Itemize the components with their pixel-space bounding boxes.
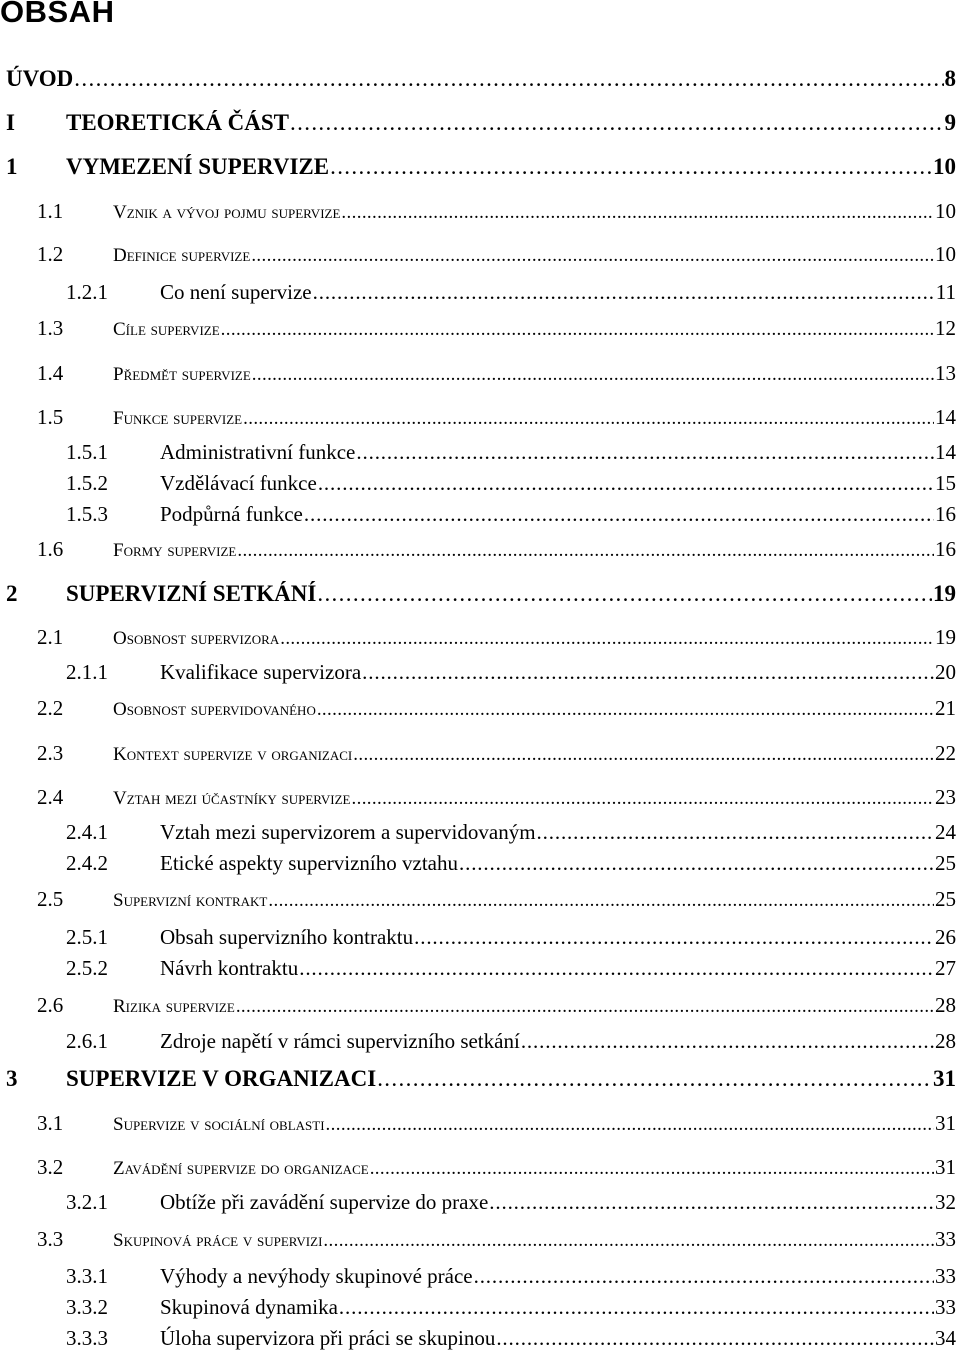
toc-entry-title: Supervizní kontrakt	[113, 890, 268, 911]
toc-entry-page: 14	[935, 440, 956, 464]
toc-entry-page: 31	[933, 1066, 956, 1091]
dot-leader	[317, 581, 932, 607]
toc-entry-page: 22	[935, 741, 956, 765]
dot-leader	[474, 1264, 934, 1289]
dot-leader	[290, 110, 943, 136]
toc-entry[interactable]	[0, 66, 956, 96]
toc-entry[interactable]	[0, 471, 956, 501]
dot-leader	[317, 699, 934, 721]
toc-entry-title: Kvalifikace supervizora	[160, 660, 362, 684]
toc-entry-number: 2.4.1	[66, 820, 108, 844]
dot-leader	[304, 502, 934, 527]
toc-entry-title: Výhody a nevýhody skupinové práce	[160, 1264, 473, 1288]
toc-entry-title: Cíle supervize	[113, 319, 220, 340]
dot-leader	[356, 440, 934, 465]
toc-entry-title: ÚVOD	[6, 66, 74, 91]
toc-entry[interactable]	[0, 925, 956, 955]
toc-entry-title: Co není supervize	[160, 280, 312, 304]
toc-entry-number: 2.2	[37, 696, 64, 720]
toc-entry[interactable]	[0, 242, 956, 272]
toc-entry-title: Vzdělávací funkce	[160, 471, 317, 495]
toc-entry[interactable]	[0, 993, 956, 1023]
toc-entry[interactable]	[0, 785, 956, 815]
toc-entry-page: 16	[935, 537, 956, 561]
toc-entry-title: Etické aspekty supervizního vztahu	[160, 851, 458, 875]
toc-entry-title: Úloha supervizora při práci se skupinou	[160, 1326, 496, 1350]
dot-leader	[377, 1066, 932, 1092]
toc-entry-title: Předmět supervize	[113, 364, 251, 385]
toc-entry-page: 9	[944, 110, 956, 135]
toc-entry[interactable]	[0, 537, 956, 567]
toc-entry-number: 2.5.1	[66, 925, 108, 949]
dot-leader	[537, 820, 934, 845]
toc-entry-title: TEORETICKÁ ČÁST	[66, 110, 290, 135]
toc-entry-title: SUPERVIZNÍ SETKÁNÍ	[66, 581, 317, 606]
toc-entry-page: 34	[935, 1326, 956, 1350]
toc-entry-number: 3	[6, 1066, 18, 1091]
toc-entry-page: 12	[935, 316, 956, 340]
toc-entry-title: Obsah supervizního kontraktu	[160, 925, 414, 949]
toc-entry-page: 32	[935, 1190, 956, 1214]
toc-entry-number: 2	[6, 581, 18, 606]
toc-entry-title: Obtíže při zavádění supervize do praxe	[160, 1190, 489, 1214]
toc-entry[interactable]	[0, 696, 956, 726]
toc-entry-page: 11	[935, 280, 956, 304]
toc-entry[interactable]	[0, 1227, 956, 1257]
toc-entry-title: Návrh kontraktu	[160, 956, 299, 980]
dot-leader	[341, 202, 934, 224]
toc-entry[interactable]	[0, 1111, 956, 1141]
toc-entry-number: 1.6	[37, 537, 64, 561]
toc-entry-title: SUPERVIZE V ORGANIZACI	[66, 1066, 377, 1091]
toc-entry[interactable]	[0, 440, 956, 470]
dot-leader	[353, 744, 934, 766]
dot-leader	[74, 66, 943, 92]
toc-entry-title: Skupinová dynamika	[160, 1295, 338, 1319]
toc-entry-number: 1.5	[37, 405, 64, 429]
toc-entry-title: VYMEZENÍ SUPERVIZE	[66, 154, 330, 179]
dot-leader	[489, 1190, 934, 1215]
toc-entry-page: 33	[935, 1264, 956, 1288]
toc-entry-number: 1.2	[37, 242, 64, 266]
toc-entry[interactable]	[0, 820, 956, 850]
toc-entry-page: 25	[935, 887, 956, 911]
toc-entry-title: Kontext supervize v organizaci	[113, 744, 353, 765]
dot-leader	[362, 660, 934, 685]
toc-entry-title: Osobnost supervidovaného	[113, 699, 316, 720]
toc-entry-number: 1	[6, 154, 18, 179]
toc-entry-number: 1.4	[37, 361, 64, 385]
toc-entry[interactable]	[0, 1029, 956, 1059]
toc-entry-number: 2.6	[37, 993, 64, 1017]
toc-entry-number: 3.1	[37, 1111, 64, 1135]
dot-leader	[299, 956, 934, 981]
dot-leader	[237, 540, 934, 562]
toc-entry[interactable]	[0, 1066, 956, 1096]
toc-entry-page: 14	[935, 405, 956, 429]
dot-leader	[496, 1326, 934, 1351]
toc-entry-page: 31	[935, 1155, 956, 1179]
toc-entry-page: 10	[933, 154, 956, 179]
toc-entry-number: 3.3.1	[66, 1264, 108, 1288]
page-title: OBSAH	[0, 0, 115, 29]
toc-entry-title: Podpůrná funkce	[160, 502, 303, 526]
toc-entry[interactable]	[0, 1326, 956, 1356]
dot-leader	[370, 1158, 934, 1180]
toc-entry-page: 24	[935, 820, 956, 844]
dot-leader	[318, 471, 934, 496]
toc-entry-number: 1.1	[37, 199, 64, 223]
toc-entry[interactable]	[0, 581, 956, 611]
toc-entry-page: 20	[935, 660, 956, 684]
dot-leader	[339, 1295, 934, 1320]
toc-entry[interactable]	[0, 199, 956, 229]
toc-entry[interactable]	[0, 502, 956, 532]
toc-entry-page: 21	[935, 696, 956, 720]
toc-entry[interactable]	[0, 316, 956, 346]
toc-entry-number: 2.1	[37, 625, 64, 649]
toc-entry-number: 2.5.2	[66, 956, 108, 980]
dot-leader	[459, 851, 934, 876]
toc-entry-title: Osobnost supervizora	[113, 628, 280, 649]
toc-entry-number: 3.3.2	[66, 1295, 108, 1319]
toc-entry-page: 25	[935, 851, 956, 875]
toc-entry-number: 3.3	[37, 1227, 64, 1251]
dot-leader	[280, 628, 934, 650]
toc-entry-page: 15	[935, 471, 956, 495]
toc-entry-page: 13	[935, 361, 956, 385]
toc-entry[interactable]	[0, 887, 956, 917]
toc-entry-page: 19	[935, 625, 956, 649]
toc-entry[interactable]	[0, 660, 956, 690]
toc-entry-number: 1.3	[37, 316, 64, 340]
toc-entry-title: Vztah mezi supervizorem a supervidovaným	[160, 820, 536, 844]
toc-entry-number: 2.4.2	[66, 851, 108, 875]
dot-leader	[313, 280, 935, 305]
toc-entry-number: 2.5	[37, 887, 64, 911]
toc-entry[interactable]	[0, 1264, 956, 1294]
dot-leader	[323, 1230, 934, 1252]
toc-entry-page: 28	[935, 1029, 956, 1053]
toc-entry-title: Funkce supervize	[113, 408, 243, 429]
toc-entry[interactable]	[0, 154, 956, 184]
toc-entry-number: 3.2	[37, 1155, 64, 1179]
toc-entry-number: 2.3	[37, 741, 64, 765]
dot-leader	[243, 408, 934, 430]
toc-entry-page: 8	[944, 66, 956, 91]
toc-entry[interactable]	[0, 1155, 956, 1185]
toc-entry-page: 16	[935, 502, 956, 526]
toc-entry-page: 10	[935, 242, 956, 266]
toc-entry-number: 1.2.1	[66, 280, 108, 304]
toc-entry[interactable]	[0, 1295, 956, 1325]
toc-entry-number: 2.1.1	[66, 660, 108, 684]
toc-entry-title: Vztah mezi účastníky supervize	[113, 788, 351, 809]
toc-entry-page: 33	[935, 1227, 956, 1251]
toc-entry-number: 3.3.3	[66, 1326, 108, 1350]
toc-entry[interactable]	[0, 405, 956, 435]
toc-entry-page: 10	[935, 199, 956, 223]
toc-entry-number: 2.6.1	[66, 1029, 108, 1053]
toc-entry-number: I	[6, 110, 15, 135]
toc-entry-title: Zdroje napětí v rámci supervizního setkání	[160, 1029, 520, 1053]
toc-entry[interactable]	[0, 956, 956, 986]
toc-entry-number: 2.4	[37, 785, 64, 809]
toc-entry[interactable]	[0, 625, 956, 655]
dot-leader	[330, 154, 932, 180]
toc-entry[interactable]	[0, 741, 956, 771]
toc-entry-number: 1.5.1	[66, 440, 108, 464]
toc-entry-title: Supervize v sociální oblasti	[113, 1114, 325, 1135]
toc-entry-title: Rizika supervize	[113, 996, 235, 1017]
dot-leader	[352, 788, 935, 810]
toc-entry[interactable]	[0, 361, 956, 391]
toc-entry-page: 31	[935, 1111, 956, 1135]
toc-entry-number: 1.5.2	[66, 471, 108, 495]
toc-entry-title: Formy supervize	[113, 540, 237, 561]
toc-entry-page: 33	[935, 1295, 956, 1319]
toc-entry[interactable]	[0, 280, 956, 310]
dot-leader	[521, 1029, 934, 1054]
dot-leader	[236, 996, 934, 1018]
dot-leader	[414, 925, 934, 950]
toc-entry-page: 28	[935, 993, 956, 1017]
dot-leader	[268, 890, 934, 912]
toc-entry-title: Administrativní funkce	[160, 440, 356, 464]
dot-leader	[326, 1114, 934, 1136]
toc-entry[interactable]	[0, 110, 956, 140]
toc-entry-page: 23	[935, 785, 956, 809]
dot-leader	[252, 364, 934, 386]
toc-entry[interactable]	[0, 851, 956, 881]
toc-entry-title: Skupinová práce v supervizi	[113, 1230, 323, 1251]
dot-leader	[251, 245, 934, 267]
toc-entry-title: Zavádění supervize do organizace	[113, 1158, 369, 1179]
toc-entry-title: Definice supervize	[113, 245, 251, 266]
toc-entry-number: 3.2.1	[66, 1190, 108, 1214]
toc-entry-page: 27	[935, 956, 956, 980]
dot-leader	[221, 319, 934, 341]
toc-entry-page: 26	[935, 925, 956, 949]
toc-entry-number: 1.5.3	[66, 502, 108, 526]
toc-entry-title: Vznik a vývoj pojmu supervize	[113, 202, 341, 223]
toc-entry[interactable]	[0, 1190, 956, 1220]
toc-entry-page: 19	[933, 581, 956, 606]
